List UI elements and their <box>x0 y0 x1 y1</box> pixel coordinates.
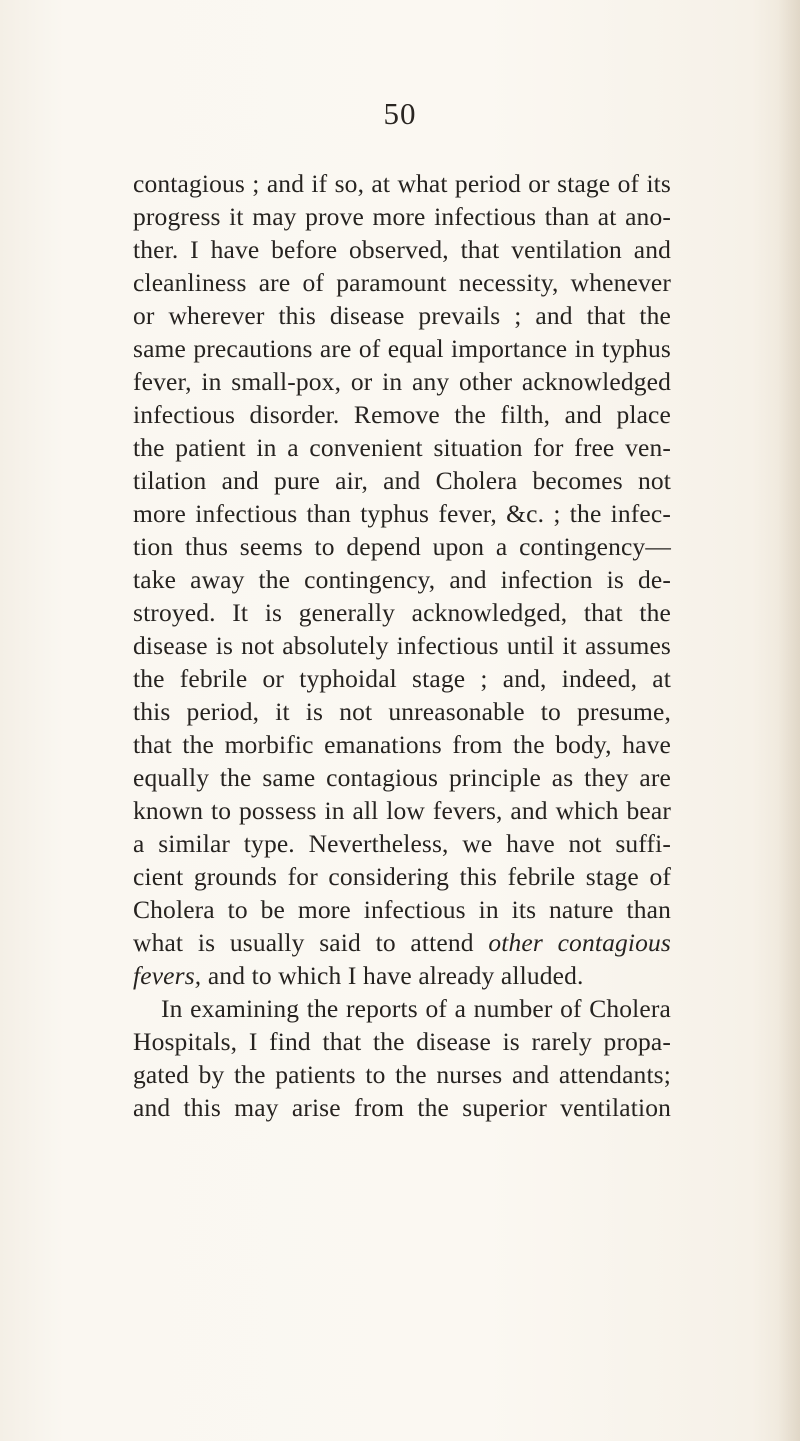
text-line: that the morbific emanations from the body, have <box>133 730 671 759</box>
text-line: equally the same contagious principle as they are <box>133 763 671 792</box>
text-line: or wherever this disease prevails ; and that the <box>133 301 671 330</box>
text-line: the patient in a convenient situation for free ven- <box>133 433 671 462</box>
text-line: the febrile or typhoidal stage ; and, indeed, at <box>133 664 671 693</box>
text-line-mixed <box>133 928 671 958</box>
text-line: fever, in small-pox, or in any other acknowledged <box>133 367 671 396</box>
text-line: tilation and pure air, and Cholera becomes not <box>133 466 671 495</box>
text-line: tion thus seems to depend upon a contingency— <box>133 532 671 561</box>
text-line: more infectious than typhus fever, &c. ; the infec- <box>133 499 671 528</box>
page-number: 50 <box>383 96 417 131</box>
text-line: a similar type. Nevertheless, we have not suffi- <box>133 829 671 858</box>
text-line: Hospitals, I find that the disease is rarely propa- <box>133 1027 671 1056</box>
text-line: take away the contingency, and infection is de- <box>133 565 671 594</box>
text-line: stroyed. It is generally acknowledged, that the <box>133 598 671 627</box>
text-run: what is usually said to attend <box>133 928 474 957</box>
text-line: gated by the patients to the nurses and attendants; <box>133 1060 671 1089</box>
text-line: ther. I have before observed, that ventilation and <box>133 235 671 264</box>
text-line: progress it may prove more infectious than at ano- <box>133 202 671 231</box>
text-line: known to possess in all low fevers, and which bear <box>133 796 671 825</box>
text-line: this period, it is not unreasonable to presume, <box>133 697 671 726</box>
text-line: and this may arise from the superior ventilation <box>133 1093 671 1122</box>
text-line: infectious disorder. Remove the filth, and place <box>133 400 671 429</box>
text-line: contagious ; and if so, at what period or stage of its <box>133 169 671 198</box>
text-run: and to which I have already alluded. <box>207 961 584 990</box>
text-line: cleanliness are of paramount necessity, whenever <box>133 268 671 297</box>
text-line: same precautions are of equal importance in typhus <box>133 334 671 363</box>
italic-run: other contagious <box>488 928 671 957</box>
text-line: disease is not absolutely infectious until it assumes <box>133 631 671 660</box>
text-line: Cholera to be more infectious in its nature than <box>133 895 671 924</box>
italic-run: fevers, <box>133 961 202 990</box>
page-edge-shadow <box>778 0 800 1441</box>
text-line-mixed <box>133 961 671 991</box>
paragraph-first-line: In examining the reports of a number of Cholera <box>161 994 671 1023</box>
text-line: cient grounds for considering this febrile stage of <box>133 862 671 891</box>
